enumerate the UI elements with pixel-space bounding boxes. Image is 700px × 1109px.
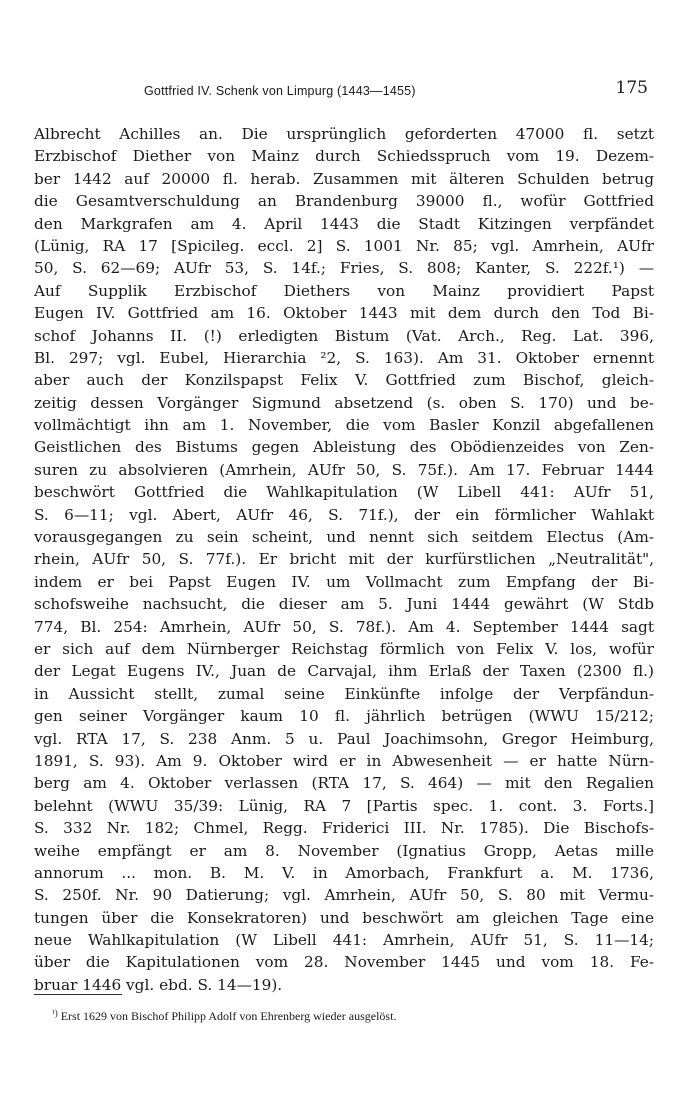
- body-line: gen seiner Vorgänger kaum 10 fl. jährlich betrügen (WWU 15/212;: [34, 707, 654, 726]
- footnote-text: Erst 1629 von Bischof Philipp Adolf von Ehrenberg wieder ausgelöst.: [60, 1009, 397, 1023]
- body-line: über die Kapitulationen vom 28. November 1445 und vom 18. Fe-: [34, 953, 654, 972]
- body-line: Albrecht Achilles an. Die ursprünglich geforderten 47000 fl. setzt: [34, 125, 654, 143]
- body-line: schofsweihe nachsucht, die dieser am 5. Juni 1444 gewährt (W Stdb: [34, 595, 654, 614]
- body-line: aber auch der Konzilspapst Felix V. Gottfried zum Bischof, gleich-: [34, 371, 654, 390]
- body-line: 774, Bl. 254: Amrhein, AUfr 50, S. 78f.). Am 4. September 1444 sagt: [34, 617, 654, 636]
- body-line: schof Johanns II. (!) erledigten Bistum (Vat. Arch., Reg. Lat. 396,: [34, 326, 654, 345]
- body-line: tungen über die Konsekratoren) und beschwört am gleichen Tage eine: [34, 908, 654, 927]
- body-line: Eugen IV. Gottfried am 16. Oktober 1443 mit dem durch den Tod Bi-: [34, 304, 654, 323]
- body-line: S. 6—11; vgl. Abert, AUfr 46, S. 71f.), der ein förmlicher Wahlakt: [34, 505, 654, 524]
- body-line: der Legat Eugens IV., Juan de Carvajal, ihm Erlaß der Taxen (2300 fl.): [34, 662, 654, 681]
- page-header: [34, 78, 654, 106]
- body-line: die Gesamtverschuldung an Brandenburg 39000 fl., wofür Gottfried: [34, 192, 654, 211]
- body-line: er sich auf dem Nürnberger Reichstag förmlich von Felix V. los, wofür: [34, 639, 654, 658]
- body-line: beschwört Gottfried die Wahlkapitulation (W Libell 441: AUfr 51,: [34, 483, 654, 502]
- body-line: indem er bei Papst Eugen IV. um Vollmacht zum Empfang der Bi-: [34, 572, 654, 591]
- body-line: suren zu absolvieren (Amrhein, AUfr 50, S. 75f.). Am 17. Februar 1444: [34, 460, 654, 479]
- body-line: vorausgegangen zu sein scheint, und nennt sich seitdem Electus (Am-: [34, 528, 654, 547]
- body-line: annorum ... mon. B. M. V. in Amorbach, Frankfurt a. M. 1736,: [34, 863, 654, 882]
- body-line: ber 1442 auf 20000 fl. herab. Zusammen mit älteren Schulden betrug: [34, 169, 654, 188]
- body-line: vgl. RTA 17, S. 238 Anm. 5 u. Paul Joachimsohn, Gregor Heimburg,: [34, 729, 654, 748]
- body-line: 1891, S. 93). Am 9. Oktober wird er in Abwesenheit — er hatte Nürn-: [34, 751, 654, 770]
- body-line: (Lünig, RA 17 [Spicileg. eccl. 2] S. 1001 Nr. 85; vgl. Amrhein, AUfr: [34, 236, 654, 255]
- body-line: bruar 1446 vgl. ebd. S. 14—19).: [34, 975, 283, 994]
- body-line: S. 332 Nr. 182; Chmel, Regg. Friderici III. Nr. 1785). Die Bischofs-: [34, 819, 654, 838]
- body-line: Geistlichen des Bistums gegen Ableistung des Obödienzeides von Zen-: [34, 438, 654, 457]
- body-line: 50, S. 62—69; AUfr 53, S. 14f.; Fries, S. 808; Kanter, S. 222f.¹) —: [34, 259, 654, 278]
- body-line: rhein, AUfr 50, S. 77f.). Er bricht mit der kurfürstlichen „Neutralität",: [34, 550, 654, 569]
- body-line: berg am 4. Oktober verlassen (RTA 17, S. 464) — mit den Regalien: [34, 774, 654, 793]
- body-line: den Markgrafen am 4. April 1443 die Stadt Kitzingen verpfändet: [34, 214, 654, 233]
- body-line: belehnt (WWU 35/39: Lünig, RA 7 [Partis spec. 1. cont. 3. Forts.]: [34, 796, 654, 815]
- page-number: 175: [615, 78, 648, 98]
- footnote: [52, 1008, 396, 1024]
- body-line: Bl. 297; vgl. Eubel, Hierarchia ²2, S. 163). Am 31. Oktober ernennt: [34, 348, 654, 367]
- body-line: vollmächtigt ihn am 1. November, die vom Basler Konzil abgefallenen: [34, 416, 654, 435]
- body-line: zeitig dessen Vorgänger Sigmund absetzend (s. oben S. 170) und be-: [34, 393, 654, 412]
- body-line: Erzbischof Diether von Mainz durch Schiedsspruch vom 19. Dezem-: [34, 147, 654, 166]
- body-line: Auf Supplik Erzbischof Diethers von Mainz providiert Papst: [34, 281, 654, 300]
- body-line: in Aussicht stellt, zumal seine Einkünfte infolge der Verpfändun-: [34, 684, 654, 703]
- running-head: Gottfried IV. Schenk von Limpurg (1443—1455): [144, 84, 416, 98]
- footnote-separator: [34, 994, 122, 995]
- body-text: [34, 123, 654, 996]
- body-line: weihe empfängt er am 8. November (Ignatius Gropp, Aetas mille: [34, 841, 654, 860]
- footnote-marker: ¹): [52, 1008, 58, 1018]
- body-line: S. 250f. Nr. 90 Datierung; vgl. Amrhein, AUfr 50, S. 80 mit Vermu-: [34, 886, 654, 905]
- body-line: neue Wahlkapitulation (W Libell 441: Amrhein, AUfr 51, S. 11—14;: [34, 931, 654, 950]
